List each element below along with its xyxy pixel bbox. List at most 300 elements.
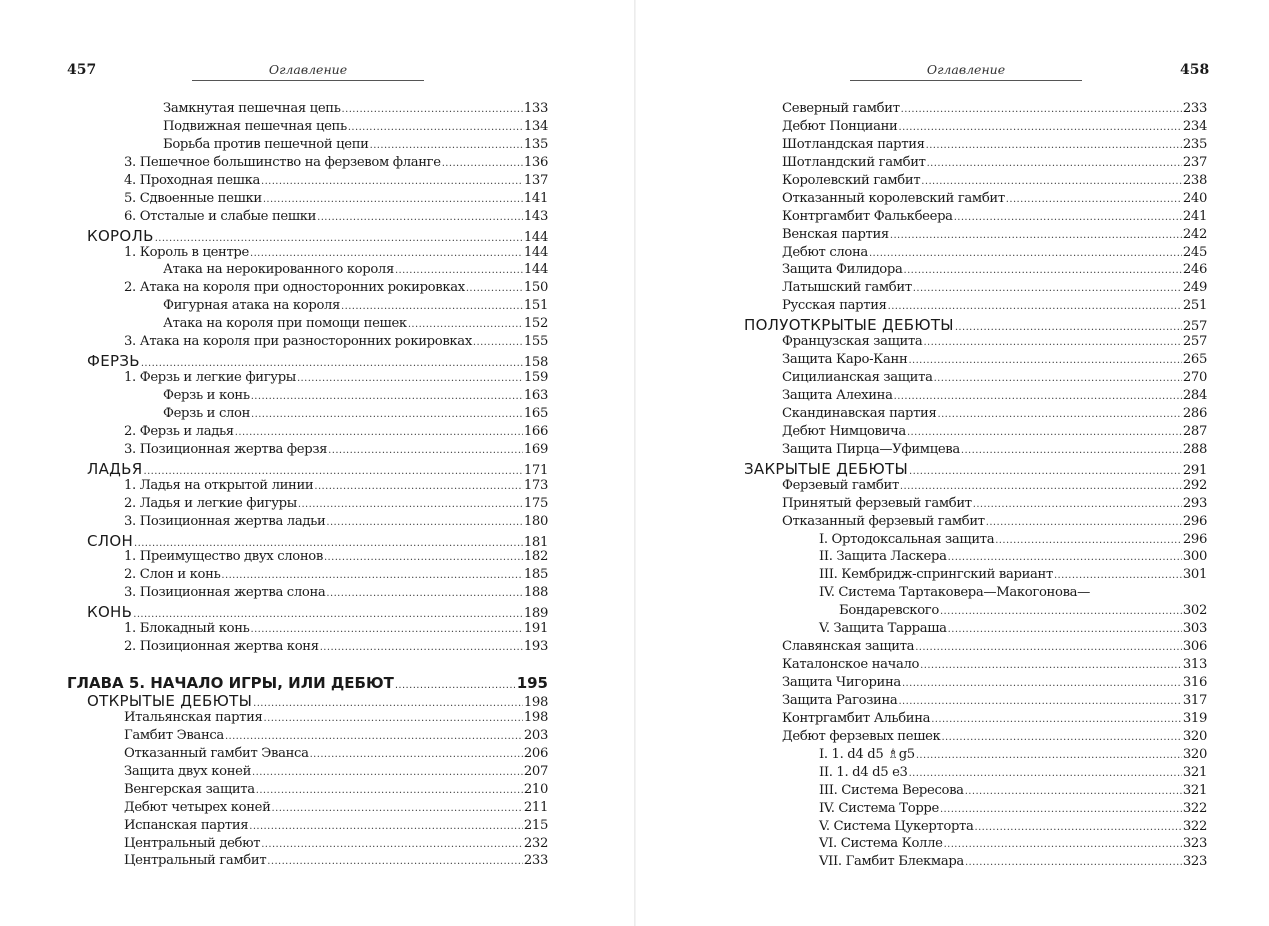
toc-entry (744, 639, 1207, 657)
dot-leader (894, 391, 1182, 402)
toc-section (67, 227, 548, 245)
toc-entry-title: Испанская партия (124, 817, 249, 833)
dot-leader (995, 535, 1182, 546)
toc-entry (744, 227, 1207, 245)
toc-entry-title: ГЛАВА 5. НАЧАЛО ИГРЫ, ИЛИ ДЕБЮТ (67, 674, 394, 693)
toc-entry-page: 206 (523, 745, 548, 761)
toc-entry-page: 198 (523, 695, 548, 710)
toc-entry-page: 245 (1182, 244, 1207, 260)
toc-entry-title: Королевский гамбит (782, 172, 921, 188)
dot-leader (940, 606, 1182, 617)
toc-entry-title: Атака на нерокированного короля (163, 262, 394, 278)
dot-leader (890, 230, 1182, 241)
dot-leader (297, 373, 523, 384)
dot-leader (408, 319, 523, 330)
dot-leader (395, 680, 516, 691)
dot-leader (955, 322, 1182, 333)
toc-entry (744, 747, 1207, 765)
dot-leader (251, 409, 523, 420)
dot-leader (869, 248, 1182, 259)
toc-entry-page: 180 (523, 513, 548, 529)
toc-entry-title: Дебют Нимцовича (782, 423, 906, 439)
toc-entry-page: 288 (1182, 441, 1207, 457)
toc-entry-page: 133 (523, 101, 548, 116)
toc-entry-page: 287 (1182, 423, 1207, 439)
toc-entry-page: 135 (523, 136, 548, 152)
toc-list (67, 101, 548, 871)
toc-entry-title: ЗАКРЫТЫЕ ДЕБЮТЫ (744, 459, 909, 478)
toc-entry-title: ФЕРЗЬ (87, 352, 140, 371)
header-rule (192, 80, 424, 81)
toc-entry-page: 322 (1182, 818, 1207, 834)
dot-leader (317, 212, 523, 223)
toc-entry (67, 209, 548, 227)
toc-entry-page: 171 (523, 462, 548, 478)
toc-entry-page: 173 (523, 477, 548, 493)
toc-entry-page: 249 (1182, 280, 1207, 296)
toc-entry-page: 317 (1182, 692, 1207, 708)
toc-section (744, 460, 1207, 478)
toc-entry-page: 296 (1182, 531, 1207, 547)
toc-entry-title: 3. Позиционная жертва слона (124, 585, 326, 601)
toc-chapter (67, 674, 548, 692)
toc-entry-page: 232 (523, 835, 548, 851)
toc-entry-page: 237 (1182, 154, 1207, 170)
toc-entry-title: Итальянская партия (124, 709, 263, 725)
toc-entry (744, 657, 1207, 675)
dot-leader (941, 732, 1181, 743)
toc-entry-title: Ферзь и слон (163, 405, 251, 421)
dot-leader (909, 768, 1182, 779)
dot-leader (342, 104, 523, 115)
toc-entry-page: 207 (523, 763, 548, 779)
toc-entry-title: 1. Блокадный конь (124, 621, 250, 637)
dot-leader (908, 355, 1181, 366)
toc-entry-page: 151 (523, 298, 548, 314)
dot-leader (395, 265, 523, 276)
dot-leader (909, 466, 1182, 477)
toc-entry-title: V. Защита Тарраша (819, 621, 947, 637)
toc-entry-title: Ферзь и конь (163, 388, 250, 403)
toc-entry-title: 3. Позиционная жертва ладьи (124, 513, 326, 529)
toc-entry (744, 496, 1207, 514)
toc-entry (67, 137, 548, 155)
toc-entry-title: Принятый ферзевый гамбит (782, 495, 972, 511)
toc-entry-page: 313 (1182, 657, 1207, 673)
toc-entry-title: VI. Система Колле (819, 836, 943, 852)
dot-leader (937, 409, 1181, 420)
dot-leader (155, 233, 523, 244)
toc-entry-page: 242 (1182, 226, 1207, 242)
toc-entry (744, 567, 1207, 585)
toc-entry-page: 320 (1182, 746, 1207, 762)
toc-entry-title: Венгерская защита (124, 781, 255, 797)
dot-leader (252, 767, 523, 778)
toc-entry (744, 621, 1207, 639)
toc-entry-title: Русская партия (782, 298, 887, 314)
left-page (0, 0, 634, 926)
dot-leader (267, 856, 523, 867)
toc-entry (744, 675, 1207, 693)
toc-entry (67, 280, 548, 298)
toc-entry (744, 191, 1207, 209)
dot-leader (328, 445, 523, 456)
toc-entry (67, 245, 548, 263)
toc-entry-title: Замкнутая пешечная цепь (163, 101, 341, 116)
dot-leader (923, 337, 1181, 348)
dot-leader (466, 283, 523, 294)
toc-entry-page: 238 (1182, 172, 1207, 188)
dot-leader (326, 588, 522, 599)
toc-entry (67, 155, 548, 173)
toc-entry-page: 143 (523, 208, 548, 224)
toc-entry (67, 836, 548, 854)
dot-leader (314, 481, 523, 492)
dot-leader (256, 785, 523, 796)
toc-entry-title: II. 1. d4 d5 e3 (819, 764, 908, 780)
toc-entry-title: Подвижная пешечная цепь (163, 118, 347, 134)
toc-entry-title: Ферзевый гамбит (782, 477, 899, 493)
toc-entry (744, 819, 1207, 837)
toc-entry (67, 316, 548, 334)
dot-leader (965, 786, 1182, 797)
toc-entry (67, 191, 548, 209)
toc-entry-page: 182 (523, 549, 548, 565)
dot-leader (134, 538, 523, 549)
toc-entry-page: 233 (523, 853, 548, 869)
toc-entry-title: 2. Позиционная жертва коня (124, 639, 319, 655)
toc-entry-page: 166 (523, 423, 548, 439)
toc-entry (744, 101, 1207, 119)
toc-entry-page: 257 (1182, 319, 1207, 335)
toc-entry-page: 234 (1182, 118, 1207, 134)
toc-entry-title: 1. Ладья на открытой линии (124, 477, 314, 493)
toc-entry (744, 836, 1207, 854)
toc-section (744, 316, 1207, 334)
toc-entry-page: 169 (523, 441, 548, 457)
toc-entry-page: 323 (1182, 854, 1207, 870)
toc-entry (67, 549, 548, 567)
toc-entry (67, 101, 548, 119)
toc-entry (67, 370, 548, 388)
dot-leader (251, 391, 523, 402)
toc-entry (744, 693, 1207, 711)
toc-entry (744, 119, 1207, 137)
toc-entry-page: 155 (523, 334, 548, 350)
toc-entry (67, 710, 548, 728)
toc-entry-title: 2. Ладья и легкие фигуры (124, 495, 297, 511)
toc-entry-title: Защита Пирца—Уфимцева (782, 441, 960, 457)
toc-entry (744, 532, 1207, 550)
toc-entry-page: 144 (523, 229, 548, 245)
toc-entry (67, 442, 548, 460)
toc-section (67, 532, 548, 550)
toc-entry (67, 746, 548, 764)
toc-entry-title: VII. Гамбит Блекмара (819, 854, 964, 870)
toc-section (67, 603, 548, 621)
toc-entry (744, 155, 1207, 173)
dot-leader (473, 337, 523, 348)
toc-entry-page: 188 (523, 585, 548, 601)
toc-entry (67, 728, 548, 746)
toc-entry-page: 163 (523, 388, 548, 403)
toc-entry (744, 854, 1207, 872)
toc-entry-page: 152 (523, 316, 548, 332)
toc-entry-page: 175 (523, 495, 548, 511)
toc-entry-page: 203 (523, 727, 548, 743)
toc-entry (744, 783, 1207, 801)
dot-leader (907, 427, 1182, 438)
toc-entry (67, 262, 548, 280)
toc-entry-title: V. Система Цукерторта (819, 818, 974, 834)
toc-entry (67, 406, 548, 424)
toc-entry-title: ОТКРЫТЫЕ ДЕБЮТЫ (87, 692, 253, 710)
dot-leader (965, 857, 1182, 868)
dot-leader (913, 283, 1182, 294)
toc-entry-page: 270 (1182, 370, 1207, 386)
toc-entry-title: Атака на короля при помощи пешек (163, 316, 407, 332)
toc-entry-title: Венская партия (782, 226, 889, 242)
toc-entry (744, 209, 1207, 227)
toc-entry-page: 292 (1182, 477, 1207, 493)
dot-leader (948, 624, 1182, 635)
toc-entry-page: 286 (1182, 405, 1207, 421)
dot-leader (141, 358, 523, 369)
toc-entry-page: 144 (523, 244, 548, 260)
page-number: 457 (67, 62, 97, 78)
toc-list (744, 101, 1207, 872)
toc-entry-page: 306 (1182, 639, 1207, 655)
toc-entry-page: 134 (523, 118, 548, 134)
dot-leader (310, 749, 523, 760)
dot-leader (320, 642, 523, 653)
toc-entry-page: 235 (1182, 136, 1207, 152)
toc-entry-title: Защита Филидора (782, 262, 903, 278)
toc-entry-title: 3. Пешечное большинство на ферзевом фланге (124, 154, 441, 170)
toc-entry-page: 181 (523, 534, 548, 550)
toc-entry-page: 301 (1182, 567, 1207, 583)
toc-entry-title: Контргамбит Альбина (782, 710, 931, 726)
toc-entry (744, 711, 1207, 729)
toc-entry-title: Отказанный ферзевый гамбит (782, 513, 985, 529)
dot-leader (235, 427, 523, 438)
toc-entry-title: Бондаревского (839, 603, 939, 619)
toc-entry-title: Фигурная атака на короля (163, 298, 341, 314)
toc-entry-title: Защита двух коней (124, 763, 252, 779)
toc-entry-title: КОРОЛЬ (87, 226, 154, 245)
toc-entry-title: I. Ортодоксальная защита (819, 531, 995, 547)
toc-entry-title: Борьба против пешечной цепи (163, 136, 369, 152)
toc-entry (744, 585, 1207, 603)
toc-entry (744, 549, 1207, 567)
toc-entry (744, 173, 1207, 191)
dot-leader (249, 821, 523, 832)
toc-entry (67, 424, 548, 442)
toc-entry (67, 585, 548, 603)
toc-entry-title: Защита Каро-Канн (782, 352, 908, 368)
toc-entry-title: Сицилианская защита (782, 370, 933, 386)
dot-leader (324, 552, 523, 563)
toc-entry-page: 322 (1182, 800, 1207, 816)
toc-entry (67, 567, 548, 585)
toc-entry (744, 729, 1207, 747)
toc-entry-page: 319 (1182, 710, 1207, 726)
dot-leader (298, 499, 523, 510)
toc-entry-page: 240 (1182, 190, 1207, 206)
toc-entry-title: Шотландский гамбит (782, 154, 926, 170)
dot-leader (261, 176, 523, 187)
toc-entry (744, 801, 1207, 819)
toc-entry (67, 621, 548, 639)
toc-entry-title: II. Защита Ласкера (819, 549, 947, 565)
dot-leader (250, 248, 523, 259)
toc-entry-page: 265 (1182, 352, 1207, 368)
toc-entry-title: 5. Сдвоенные пешки (124, 190, 262, 206)
right-page (636, 0, 1269, 926)
running-head: Оглавление (926, 62, 1006, 77)
toc-entry (744, 370, 1207, 388)
toc-entry-page: 137 (523, 172, 548, 188)
dot-leader (927, 158, 1182, 169)
toc-entry-page: 291 (1182, 462, 1207, 478)
dot-leader (920, 660, 1182, 671)
toc-entry-title: Отказанный гамбит Эванса (124, 745, 309, 761)
dot-leader (225, 731, 523, 742)
dot-leader (221, 570, 522, 581)
toc-entry (744, 603, 1207, 621)
toc-entry (67, 478, 548, 496)
toc-entry-title: 4. Проходная пешка (124, 172, 260, 188)
toc-entry (67, 298, 548, 316)
toc-entry (67, 496, 548, 514)
toc-entry-title: III. Кембридж-спрингский вариант (819, 567, 1053, 583)
toc-entry-page: 195 (516, 674, 548, 693)
toc-entry-page: 136 (523, 154, 548, 170)
toc-entry-title: ПОЛУОТКРЫТЫЕ ДЕБЮТЫ (744, 316, 954, 335)
toc-entry (67, 119, 548, 137)
dot-leader (902, 678, 1182, 689)
dot-leader (916, 750, 1182, 761)
toc-entry-page: 193 (523, 639, 548, 655)
toc-entry-page: 300 (1182, 549, 1207, 565)
toc-entry-title: Центральный гамбит (124, 853, 267, 869)
toc-entry-title: Гамбит Эванса (124, 727, 224, 743)
toc-entry-page: 150 (523, 280, 548, 296)
toc-entry-title: 3. Атака на короля при разносторонних рокировках (124, 334, 472, 350)
dot-leader (261, 839, 523, 850)
toc-section (67, 352, 548, 370)
toc-entry-title: Дебют Понциани (782, 118, 898, 134)
toc-entry-title: Дебют ферзевых пешек (782, 728, 941, 744)
toc-entry (67, 782, 548, 800)
toc-entry-page: 316 (1182, 675, 1207, 690)
toc-entry-page: 233 (1182, 101, 1207, 116)
toc-entry-page: 191 (523, 621, 548, 637)
toc-entry (744, 424, 1207, 442)
running-head: Оглавление (268, 62, 348, 77)
toc-entry-title: 2. Атака на короля при односторонних рокировках (124, 280, 465, 296)
toc-entry-page: 241 (1182, 208, 1207, 224)
toc-entry (67, 764, 548, 782)
toc-entry-page: 159 (523, 370, 548, 386)
toc-entry (67, 800, 548, 818)
dot-leader (904, 265, 1182, 276)
toc-entry-title: 2. Ферзь и ладья (124, 423, 234, 439)
toc-entry-title: Дебют четырех коней (124, 799, 271, 815)
toc-entry (744, 478, 1207, 496)
toc-entry (744, 334, 1207, 352)
toc-entry-page: 303 (1182, 621, 1207, 637)
toc-entry-title: Центральный дебют (124, 835, 261, 851)
dot-leader (272, 803, 523, 814)
toc-entry (67, 334, 548, 352)
toc-entry (744, 388, 1207, 406)
toc-entry (744, 262, 1207, 280)
header-rule (850, 80, 1082, 81)
dot-leader (1006, 194, 1182, 205)
toc-entry-page: 141 (523, 190, 548, 206)
dot-leader (264, 713, 523, 724)
dot-leader (948, 552, 1182, 563)
toc-entry-title: IV. Система Торре (819, 800, 939, 816)
dot-leader (921, 176, 1182, 187)
toc-entry-page: 251 (1182, 298, 1207, 314)
toc-entry-page: 323 (1182, 836, 1207, 852)
toc-entry-title: Контргамбит Фалькбеера (782, 208, 953, 224)
toc-entry-page: 296 (1182, 513, 1207, 529)
dot-leader (888, 301, 1182, 312)
dot-leader (143, 466, 522, 477)
toc-entry-page: 246 (1182, 262, 1207, 278)
toc-entry-title: Шотландская партия (782, 136, 925, 152)
toc-entry (744, 298, 1207, 316)
toc-entry-page: 165 (523, 405, 548, 421)
toc-entry-page: 293 (1182, 495, 1207, 511)
dot-leader (900, 481, 1182, 492)
toc-entry-title: IV. Система Тартаковера—Макогонова— (819, 585, 1090, 601)
toc-entry-title: Северный гамбит (782, 101, 900, 116)
toc-entry-page: 321 (1182, 764, 1207, 780)
toc-entry-page: 185 (523, 567, 548, 583)
toc-entry (67, 173, 548, 191)
dot-leader (931, 714, 1182, 725)
toc-entry-title: 1. Преимущество двух слонов (124, 549, 323, 565)
toc-entry (67, 514, 548, 532)
toc-entry-page: 210 (523, 781, 548, 797)
toc-entry-page: 189 (523, 606, 548, 622)
dot-leader (370, 140, 523, 151)
toc-entry (744, 352, 1207, 370)
toc-entry (744, 137, 1207, 155)
toc-entry (744, 514, 1207, 532)
toc-entry-title: Дебют слона (782, 244, 868, 260)
toc-entry-page: 211 (523, 799, 548, 815)
toc-entry (744, 442, 1207, 460)
toc-entry (67, 818, 548, 836)
toc-entry-page: 215 (523, 817, 548, 833)
toc-entry (67, 388, 548, 406)
toc-entry (744, 765, 1207, 783)
toc-section (67, 692, 548, 710)
toc-entry-title: 2. Слон и конь (124, 567, 221, 583)
dot-leader (348, 122, 523, 133)
toc-entry-title: Защита Чигорина (782, 675, 901, 690)
toc-entry-title: I. 1. d4 d5 ♗g5 (819, 746, 915, 762)
toc-entry-page: 257 (1182, 334, 1207, 350)
toc-entry-title: КОНЬ (87, 603, 133, 622)
dot-leader (944, 839, 1182, 850)
dot-leader (898, 122, 1181, 133)
